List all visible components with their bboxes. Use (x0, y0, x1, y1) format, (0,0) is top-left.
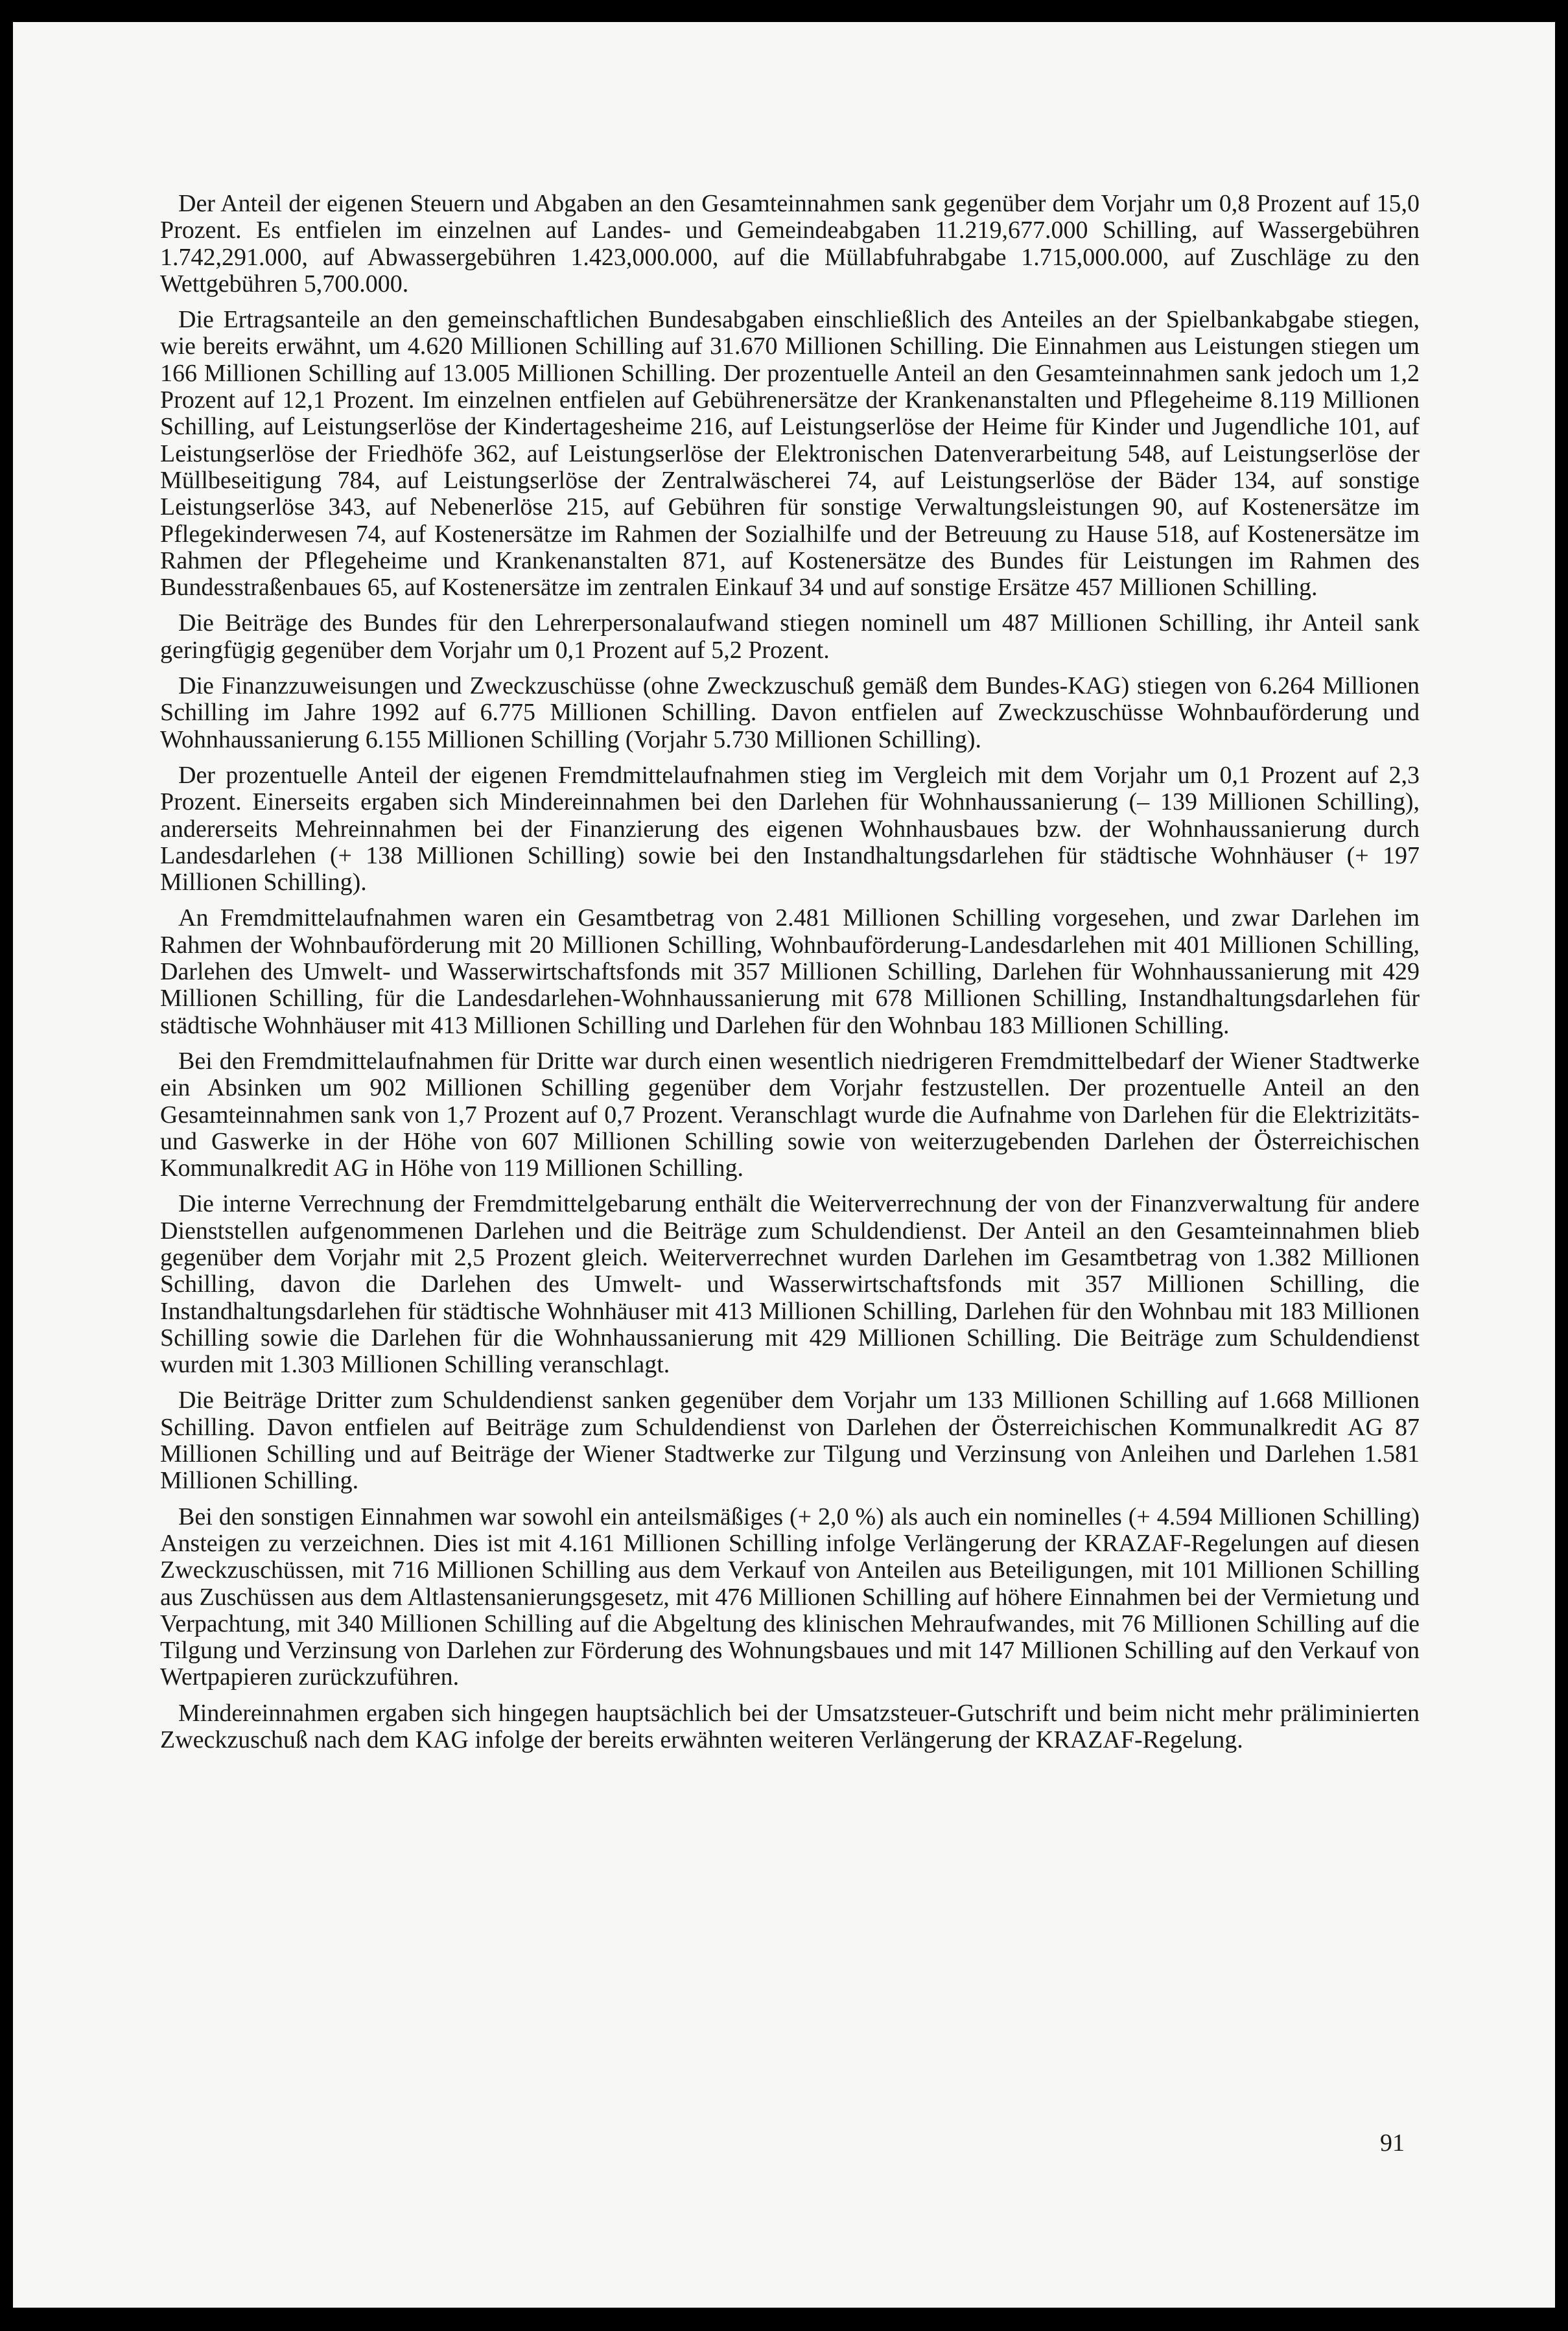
paragraph-teacher-staff-contributions: Die Beiträge des Bundes für den Lehrerpersonalaufwand stiegen nominell um 487 Millionen Schilling, ihr Anteil sank geringfügig gegenüber dem Vorjahr um 0,1 Prozent auf 5,2 Prozent. (160, 609, 1420, 664)
paragraph-internal-settlement: Die interne Verrechnung der Fremdmittelgebarung enthält die Weiterverrechnung der von der Finanzverwaltung für andere Dienststellen aufgenommenen Darlehen und die Beiträge zum Schuldendienst. Der Anteil an den Gesamteinnahmen blieb gegenüber dem Vorjahr mit 2,5 Prozent gleich. Weiterverrechnet wurden Darlehen im Gesamtbetrag von 1.382 Millionen Schilling, davon die Darlehen des Umwelt- und Wasserwirtschaftsfonds mit 357 Millionen Schilling, die Instandhaltungsdarlehen für städtische Wohnhäuser mit 413 Millionen Schilling, Darlehen für den Wohnbau mit 183 Millionen Schilling sowie die Darlehen für die Wohnhaussanierung mit 429 Millionen Schilling. Die Beiträge zum Schuldendienst wurden mit 1.303 Millionen Schilling veranschlagt. (160, 1190, 1420, 1379)
document-page (13, 22, 1555, 2308)
paragraph-own-borrowing-share: Der prozentuelle Anteil der eigenen Fremdmittelaufnahmen stieg im Vergleich mit dem Vorjahr um 0,1 Prozent auf 2,3 Prozent. Einerseits ergaben sich Mindereinnahmen bei den Darlehen für Wohnhaussanierung (– 139 Millionen Schilling), andererseits Mehreinnahmen bei der Finanzierung des eigenen Wohnhausbaues bzw. der Wohnhaussanierung durch Landesdarlehen (+ 138 Millionen Schilling) sowie bei den Instandhaltungsdarlehen für städtische Wohnhäuser (+ 197 Millionen Schilling). (160, 761, 1420, 896)
body-text (160, 191, 1420, 1763)
paragraph-borrowing-third-parties: Bei den Fremdmittelaufnahmen für Dritte war durch einen wesentlich niedrigeren Fremdmittelbedarf der Wiener Stadtwerke ein Absinken um 902 Millionen Schilling gegenüber dem Vorjahr festzustellen. Der prozentuelle Anteil an den Gesamteinnahmen sank von 1,7 Prozent auf 0,7 Prozent. Veranschlagt wurde die Aufnahme von Darlehen für die Elektrizitäts- und Gaswerke in der Höhe von 607 Millionen Schilling sowie von weiterzugebenden Darlehen der Österreichischen Kommunalkredit AG in Höhe von 119 Millionen Schilling. (160, 1047, 1420, 1182)
paragraph-other-income: Bei den sonstigen Einnahmen war sowohl ein anteilsmäßiges (+ 2,0 %) als auch ein nominelles (+ 4.594 Millionen Schilling) Ansteigen zu verzeichnen. Dies ist mit 4.161 Millionen Schilling infolge Verlängerung der KRAZAF-Regelungen auf diesen Zweckzuschüssen, mit 716 Millionen Schilling aus dem Verkauf von Anteilen aus Beteiligungen, mit 101 Millionen Schilling aus Zuschüssen aus dem Altlastensanierungsgesetz, mit 476 Millionen Schilling auf höhere Einnahmen bei der Vermietung und Verpachtung, mit 340 Millionen Schilling auf die Abgeltung des klinischen Mehraufwandes, mit 76 Millionen Schilling auf die Tilgung und Verzinsung von Darlehen zur Förderung des Wohnungsbaues und mit 147 Millionen Schilling auf den Verkauf von Wertpapieren zurückzuführen. (160, 1503, 1420, 1691)
paragraph-revenue-shares: Die Ertragsanteile an den gemeinschaftlichen Bundesabgaben einschließlich des Anteiles an der Spielbankabgabe stiegen, wie bereits erwähnt, um 4.620 Millionen Schilling auf 31.670 Millionen Schilling. Die Einnahmen aus Leistungen stiegen um 166 Millionen Schilling auf 13.005 Millionen Schilling. Der prozentuelle Anteil an den Gesamteinnahmen sank jedoch um 1,2 Prozent auf 12,1 Prozent. Im einzelnen entfielen auf Gebührenersätze der Krankenanstalten und Pflegeheime 8.119 Millionen Schilling, auf Leistungserlöse der Kindertagesheime 216, auf Leistungserlöse der Heime für Kinder und Jugendliche 101, auf Leistungserlöse der Friedhöfe 362, auf Leistungserlöse der Elektronischen Datenverarbeitung 548, auf Leistungserlöse der Müllbeseitigung 784, auf Leistungserlöse der Zentralwäscherei 74, auf Leistungserlöse der Bäder 134, auf sonstige Leistungserlöse 343, auf Nebenerlöse 215, auf Gebühren für sonstige Verwaltungsleistungen 90, auf Kostenersätze im Pflegekinderwesen 74, auf Kostenersätze im Rahmen der Sozialhilfe und der Betreuung zu Hause 518, auf Kostenersätze im Rahmen der Pflegeheime und Krankenanstalten 871, auf Kostenersätze des Bundes für Leistungen im Rahmen des Bundesstraßenbaues 65, auf Kostenersätze im zentralen Einkauf 34 und auf sonstige Ersätze 457 Millionen Schilling. (160, 306, 1420, 602)
paragraph-borrowing-total: An Fremdmittelaufnahmen waren ein Gesamtbetrag von 2.481 Millionen Schilling vorgesehen, und zwar Darlehen im Rahmen der Wohnbauförderung mit 20 Millionen Schilling, Wohnbauförderung-Landesdarlehen mit 401 Millionen Schilling, Darlehen des Umwelt- und Wasserwirtschaftsfonds mit 357 Millionen Schilling, Darlehen für Wohnhaussanierung mit 429 Millionen Schilling, für die Landesdarlehen-Wohnhaussanierung mit 678 Millionen Schilling, Instandhaltungsdarlehen für städtische Wohnhäuser mit 413 Millionen Schilling und Darlehen für den Wohnbau 183 Millionen Schilling. (160, 904, 1420, 1039)
paragraph-revenue-shortfalls: Mindereinnahmen ergaben sich hingegen hauptsächlich bei der Umsatzsteuer-Gutschrift und beim nicht mehr präliminierten Zweckzuschuß nach dem KAG infolge der bereits erwähnten weiteren Verlängerung der KRAZAF-Regelung. (160, 1699, 1420, 1754)
paragraph-own-taxes: Der Anteil der eigenen Steuern und Abgaben an den Gesamteinnahmen sank gegenüber dem Vorjahr um 0,8 Prozent auf 15,0 Prozent. Es entfielen im einzelnen auf Landes- und Gemeindeabgaben 11.219,677.000 Schilling, auf Wassergebühren 1.742,291.000, auf Abwassergebühren 1.423,000.000, auf die Müllabfuhrabgabe 1.715,000.000, auf Zuschläge zu den Wettgebühren 5,700.000. (160, 190, 1420, 298)
paragraph-financial-allocations: Die Finanzzuweisungen und Zweckzuschüsse (ohne Zweckzuschuß gemäß dem Bundes-KAG) stiegen von 6.264 Millionen Schilling im Jahre 1992 auf 6.775 Millionen Schilling. Davon entfielen auf Zweckzuschüsse Wohnbauförderung und Wohnhaussanierung 6.155 Millionen Schilling (Vorjahr 5.730 Millionen Schilling). (160, 672, 1420, 753)
paragraph-third-party-debt-service: Die Beiträge Dritter zum Schuldendienst sanken gegenüber dem Vorjahr um 133 Millionen Schilling auf 1.668 Millionen Schilling. Davon entfielen auf Beiträge zum Schuldendienst von Darlehen der Österreichischen Kommunalkredit AG 87 Millionen Schilling und auf Beiträge der Wiener Stadtwerke zur Tilgung und Verzinsung von Anleihen und Darlehen 1.581 Millionen Schilling. (160, 1387, 1420, 1495)
page-number: 91 (1380, 2129, 1405, 2157)
